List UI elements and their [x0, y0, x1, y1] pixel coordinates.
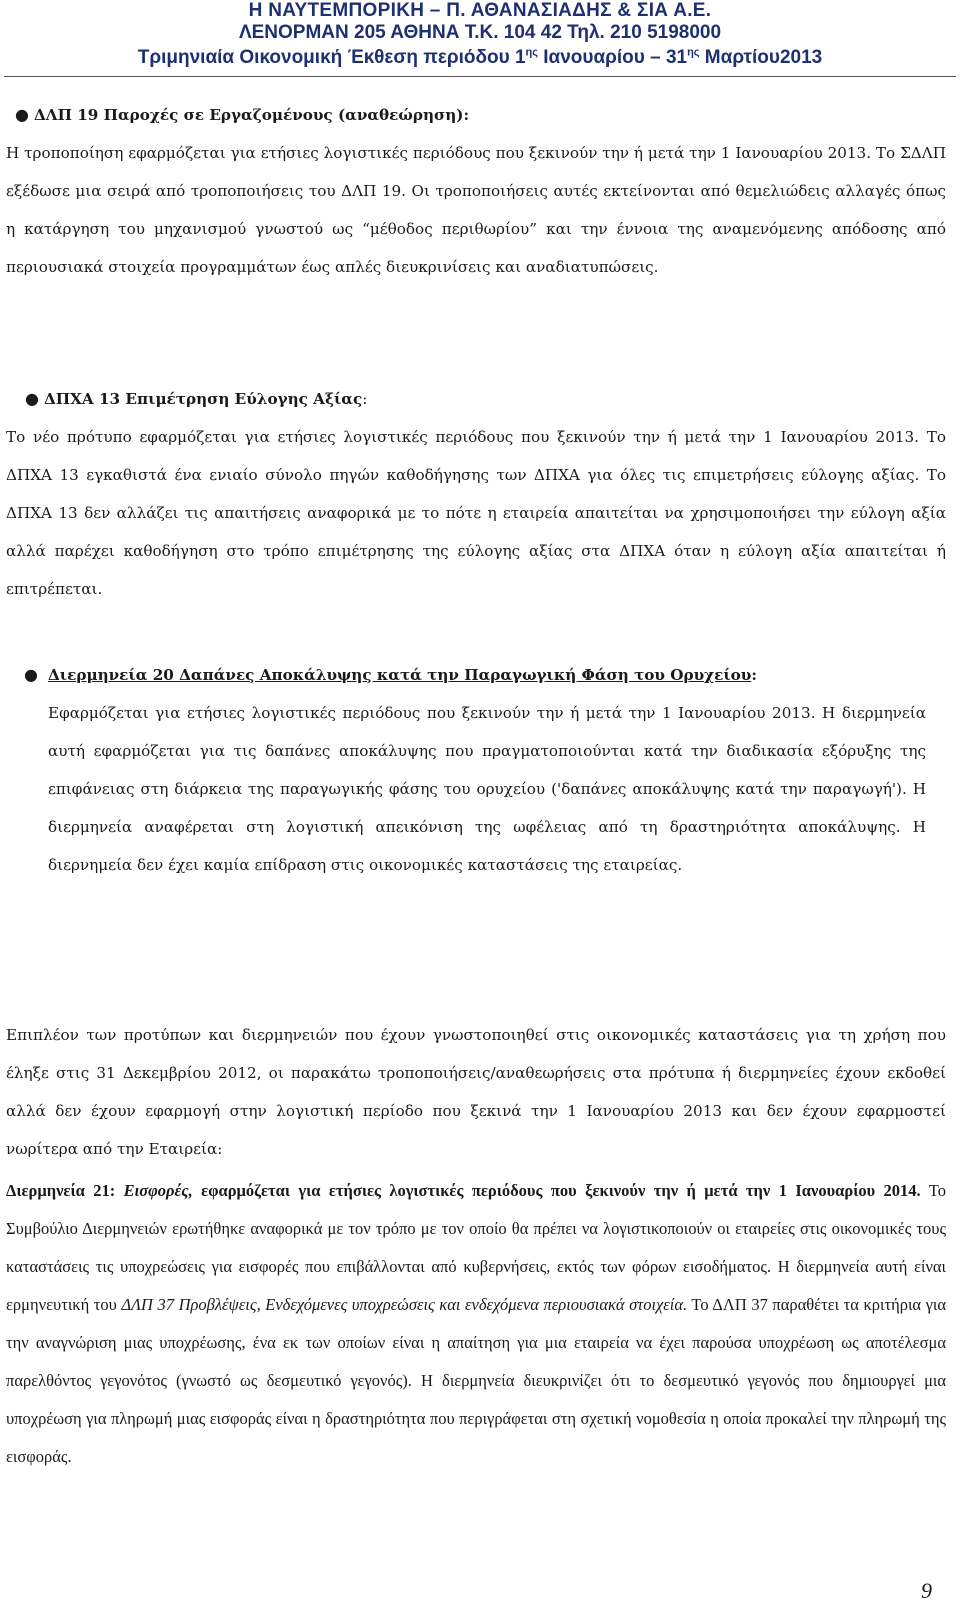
- section-dpxa13-body: Το νέο πρότυπο εφαρμόζεται για ετήσιες λογιστικές περιόδους που ξεκινούν την ή μετά την 1 Ιανουαρίου 2013. Το ΔΠΧΑ 13 εγκαθιστά ένα ενιαίο σύνολο πηγών καθοδήγησης των ΔΠΧΑ για όλες τις επιμετρήσεις εύλογης αξίας. Το ΔΠΧΑ 13 δεν αλλάζει τις απαιτήσεις αναφορικά με το πότε η εταιρεία απαιτείται να χρησιμοποιήσει την εύλογη αξία αλλά παρέχει καθοδήγηση στο τρόπο επιμέτρησης της εύλογης αξίας στα ΔΠΧΑ όταν η εύλογη αξία απαιτείται ή επιτρέπεται.: [6, 428, 946, 598]
- bullet-icon: ●: [25, 389, 39, 408]
- section-diermineia20-body: Εφαρμόζεται για ετήσιες λογιστικές περιόδους που ξεκινούν την ή μετά την 1 Ιανουαρίου 2013. Η διερμηνεία αυτή εφαρμόζεται για τις δαπάνες αποκάλυψης που πραγματοποιούνται κατά την διαδικασία εξόρυξης της επιφάνειας στη διάρκεια της παραγωγικής φάσης του ορυχείου ('δαπάνες αποκάλυψης κατά την παραγωγή'). Η διερμηνεία αναφέρεται στη λογιστική απεικόνιση της ωφέλειας από τη δραστηριότητα αποκάλυψης. Η διερνημεία δεν έχει καμία επίδραση στις οικονομικές καταστάσεις της εταιρείας.: [48, 704, 926, 874]
- section-diermineia21-body: Διερμηνεία 21: Εισφορές, εφαρμόζεται για ετήσιες λογιστικές περιόδους που ξεκινούν την ή μετά την 1 Ιανουαρίου 2014. Το Συμβούλιο Διερμηνειών ερωτήθηκε αναφορικά με τον τρόπο με τον οποίο θα πρέπει να λογιστικοποιούν οι εταιρείες στις οικονομικές τους καταστάσεις τις υποχρεώσεις για εισφορές που επιβάλλονται από κυβερνήσεις, εκτός των φόρων εισοδήματος. Η διερμηνεία αυτή είναι ερμηνευτική του ΔΛΠ 37 Προβλέψεις, Ενδεχόμενες υποχρεώσεις και ενδεχόμενα περιουσιακά στοιχεία. Το ΔΛΠ 37 παραθέτει τα κριτήρια για την αναγνώριση μιας υποχρέωσης, ένα εκ των οποίων είναι η απαίτηση για μια εταιρεία να έχει παρούσα υποχρέωση ως αποτέλεσμα παρελθόντος γεγονότος (γνωστό ως δεσμευτικό γεγονός). Η διερμηνεία διευκρινίζει ότι το δεσμευτικό γεγονός που δημιουργεί μια υποχρέωση για πληρωμή μιας εισφοράς είναι η δραστηριότητα που περιγράφεται στη σχετική νομοθεσία η οποία προκαλεί την πληρωμή της εισφοράς.: [6, 1181, 946, 1466]
- section-dlp19-body: Η τροποποίηση εφαρμόζεται για ετήσιες λογιστικές περιόδους που ξεκινούν την ή μετά την 1 Ιανουαρίου 2013. Το ΣΔΛΠ εξέδωσε μια σειρά από τροποποιήσεις του ΔΛΠ 19. Οι τροποποιήσεις αυτές εκτείνονται από θεμελιώδεις αλλαγές όπως η κατάργηση του μηχανισμού γνωστού ως “μέθοδος περιθωρίου” και την έννοια της αναμενόμενης απόδοσης από περιουσιακά στοιχεία προγραμμάτων έως απλές διευκρινίσεις και αναδιατυπώσεις.: [6, 144, 946, 276]
- header-address: ΛΕΝΟΡΜΑΝ 205 ΑΘΗΝΑ Τ.Κ. 104 42 Τηλ. 210 5198000: [238, 22, 722, 43]
- bullet-icon: ●: [24, 665, 38, 684]
- section-dpxa13: [6, 380, 946, 608]
- section-dpxa13-title: ● ΔΠΧΑ 13 Επιμέτρηση Εύλογης Αξίας:: [44, 380, 960, 418]
- section-dlp19: [6, 96, 946, 286]
- section-dlp19-title: ● ΔΛΠ 19 Παροχές σε Εργαζομένους (αναθεώρηση):: [34, 96, 960, 134]
- bullet-icon: ●: [15, 105, 29, 124]
- section-diermineia20: [24, 656, 926, 884]
- header-company-name: Η ΝΑΥΤΕΜΠΟΡΙΚΗ – Π. ΑΘΑΝΑΣΙΑΔΗΣ & ΣΙΑ Α.Ε.: [248, 0, 712, 21]
- header-divider: [4, 76, 956, 77]
- section-diermineia21: [6, 1172, 946, 1476]
- section-intro: [6, 1016, 946, 1168]
- section-intro-body: Επιπλέον των προτύπων και διερμηνειών που έχουν γνωστοποιηθεί στις οικονομικές καταστάσεις για τη χρήση που έληξε στις 31 Δεκεμβρίου 2012, οι παρακάτω τροποποιήσεις/αναθεωρήσεις στα πρότυπα ή διερμηνείες έχουν εκδοθεί αλλά δεν έχουν εφαρμογή στην λογιστική περίοδο που ξεκινά την 1 Ιανουαρίου 2013 και δεν έχουν εφαρμοστεί νωρίτερα από την Εταιρεία:: [6, 1026, 946, 1158]
- header-report-title: Τριμηνιαία Οικονομική Έκθεση περιόδου $1^{\eta\varsigma}$ Ιανουαρίου – $31^{\eta\varsigma}$ Μαρτίου2013: [137, 46, 823, 68]
- section-diermineia20-title: ● Διερμηνεία 20 Δαπάνες Αποκάλυψης κατά την Παραγωγική Φάση του Ορυχείου:: [48, 656, 926, 694]
- page-number: 9: [921, 1578, 932, 1603]
